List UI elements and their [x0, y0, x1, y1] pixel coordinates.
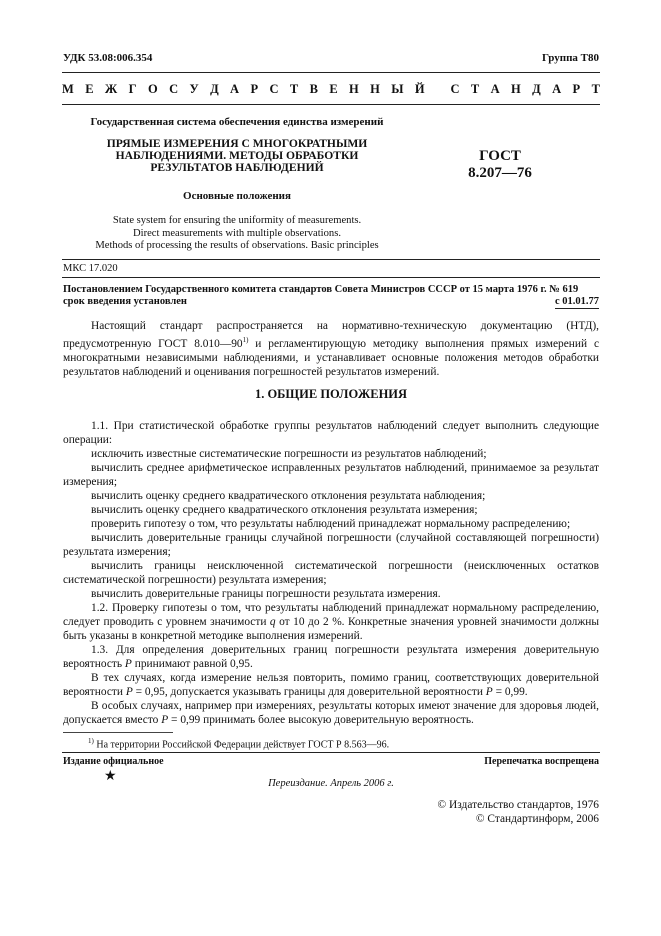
banner-gap [436, 82, 439, 97]
banner-rule [62, 104, 600, 105]
gost-number: 8.207—76 [468, 165, 532, 181]
banner-letter: Й [414, 82, 425, 96]
reissue-note: Переиздание. Апрель 2006 г. [268, 778, 394, 789]
para-1-3: 1.3. Для определения доверительных границ погрешности результата измерения доверительную вероятность P принимают равной 0,95. [63, 644, 599, 670]
banner-letter: А [552, 82, 562, 96]
intro-paragraph [63, 319, 599, 379]
banner-letter: Ж [104, 82, 118, 96]
para-1-3-cont: В тех случаях, когда измерение нельзя повторить, помимо границ, соответствующих доверительной вероятности P = 0,95, допускается указывать границы для доверительной вероятности P = 0,99. [63, 672, 599, 698]
intro-text-2: и регламентирующую методику выполнения прямых измерений с многократными независимыми наблюдениями, и устанавливает основные положения методов обработки результатов наблюдений и оценивания погрешностей результатов измерений. [63, 337, 599, 378]
star-icon: ★ [104, 769, 117, 784]
decree [63, 284, 599, 309]
para-1-1: 1.1. При статистической обработке группы результатов наблюдений следует выполнить следующие операции: [63, 420, 599, 446]
banner-letter: Т [591, 82, 600, 96]
banner-letter: Р [572, 82, 581, 96]
copyright-2: © Стандартинформ, 2006 [475, 812, 599, 825]
operation-item: вычислить границы неисключенной систематической погрешности (неисключенных остатков систематической погрешности) результата измерения; [63, 560, 599, 586]
section-heading: 1. ОБЩИЕ ПОЛОЖЕНИЯ [254, 387, 408, 401]
decree-date: с 01.01.77 [554, 296, 599, 307]
footnote-mark: 1) [88, 737, 94, 745]
standard-type-banner [62, 82, 600, 97]
banner-letter: Н [511, 82, 521, 96]
banner-letter: Т [470, 82, 480, 96]
banner-letter: Н [370, 82, 380, 96]
system-name: Государственная система обеспечения единства измерений [90, 116, 384, 128]
para-1-2: 1.2. Проверку гипотезы о том, что результаты наблюдений принадлежат нормальному распределению, следует проводить с уровнем значимости q от 10 до 2 %. Конкретные значения уровней значимости должны быть указаны в конкретной методике выполнения измерений. [63, 602, 599, 642]
copyright [438, 799, 599, 826]
footnote-rule [63, 732, 173, 733]
english-line-2: Direct measurements with multiple observations. [132, 227, 341, 239]
english-line-3: Methods of processing the results of observations. Basic principles [95, 240, 379, 251]
banner-letter: А [230, 82, 240, 96]
title-line-3: РЕЗУЛЬТАТОВ НАБЛЮДЕНИЙ [150, 161, 324, 174]
banner-letter: В [309, 82, 318, 96]
banner-letter: А [490, 82, 500, 96]
decree-rule [62, 277, 600, 278]
footnote-ref: 1) [242, 336, 249, 344]
banner-letter: С [269, 82, 279, 96]
standard-title [62, 138, 412, 174]
banner-letter: Е [85, 82, 94, 96]
operation-item: исключить известные систематические погрешности из результатов наблюдений; [91, 448, 487, 460]
banner-letter: Н [349, 82, 359, 96]
english-line-1: State system for ensuring the uniformity of measurements. [112, 215, 362, 226]
footnote-text: На территории Российской Федерации действует ГОСТ Р 8.563—96. [93, 739, 390, 751]
operation-item: вычислить среднее арифметическое исправленных результатов наблюдений, принимаемое за результат измерения; [63, 462, 599, 488]
banner-letter: С [169, 82, 179, 96]
banner-letter: Т [289, 82, 299, 96]
operation-item: вычислить оценку среднего квадратического отклонения результата измерения; [91, 504, 478, 516]
intro-text-1: Настоящий стандарт распространяется на нормативно-техническую документацию (НТД), предусмотренную ГОСТ 8.010—90 [63, 320, 599, 350]
decree-date-label: срок введения установлен [63, 296, 187, 307]
top-rule [62, 72, 600, 73]
decree-line-1: Постановлением Государственного комитета стандартов Совета Министров СССР от 15 марта 1976 г. № 619 [63, 284, 579, 295]
operation-item: вычислить доверительные границы погрешности результата измерения. [91, 588, 441, 600]
banner-letter: Г [128, 82, 137, 96]
banner-letter: У [189, 82, 199, 96]
gost-label: ГОСТ [479, 148, 521, 164]
copyright-1: © Издательство стандартов, 1976 [437, 799, 599, 811]
banner-letter: Е [329, 82, 338, 96]
group-code: Группа Т80 [541, 52, 599, 64]
banner-letter: М [62, 82, 74, 96]
section-body [63, 419, 599, 727]
english-title [62, 215, 412, 253]
banner-letter: Д [210, 82, 219, 96]
para-1-3-special: В особых случаях, например при измерениях, результаты которых имеют значение для здоровья людей, допускается вместо P = 0,99 принимать более высокую доверительную вероятность. [63, 700, 599, 726]
operation-item: вычислить доверительные границы случайной погрешности (случайной составляющей погрешности) результата измерения; [63, 532, 599, 558]
banner-letter: О [147, 82, 158, 96]
banner-letter: Д [532, 82, 541, 96]
bottom-rule [62, 752, 600, 753]
banner-letter: Ы [391, 82, 404, 96]
operation-item: вычислить оценку среднего квадратического отклонения результата наблюдения; [91, 490, 486, 502]
title-line-1: ПРЯМЫЕ ИЗМЕРЕНИЯ С МНОГОКРАТНЫМИ [106, 137, 368, 150]
official-edition: Издание официальное [63, 756, 164, 767]
operation-item: проверить гипотезу о том, что результаты наблюдений принадлежат нормальному распределению; [91, 518, 571, 530]
reprint-prohibited: Перепечатка воспрещена [484, 756, 599, 767]
mks-code: МКС 17.020 [63, 263, 118, 274]
banner-letter: С [450, 82, 460, 96]
footnote [88, 737, 389, 750]
banner-letter: Р [250, 82, 259, 96]
title-line-2: НАБЛЮДЕНИЯМИ. МЕТОДЫ ОБРАБОТКИ [115, 149, 359, 162]
subtitle: Основные положения [183, 190, 291, 202]
gost-designation [450, 148, 550, 182]
udk-code: УДК 53.08:006.354 [63, 52, 153, 64]
mks-rule [62, 259, 600, 260]
